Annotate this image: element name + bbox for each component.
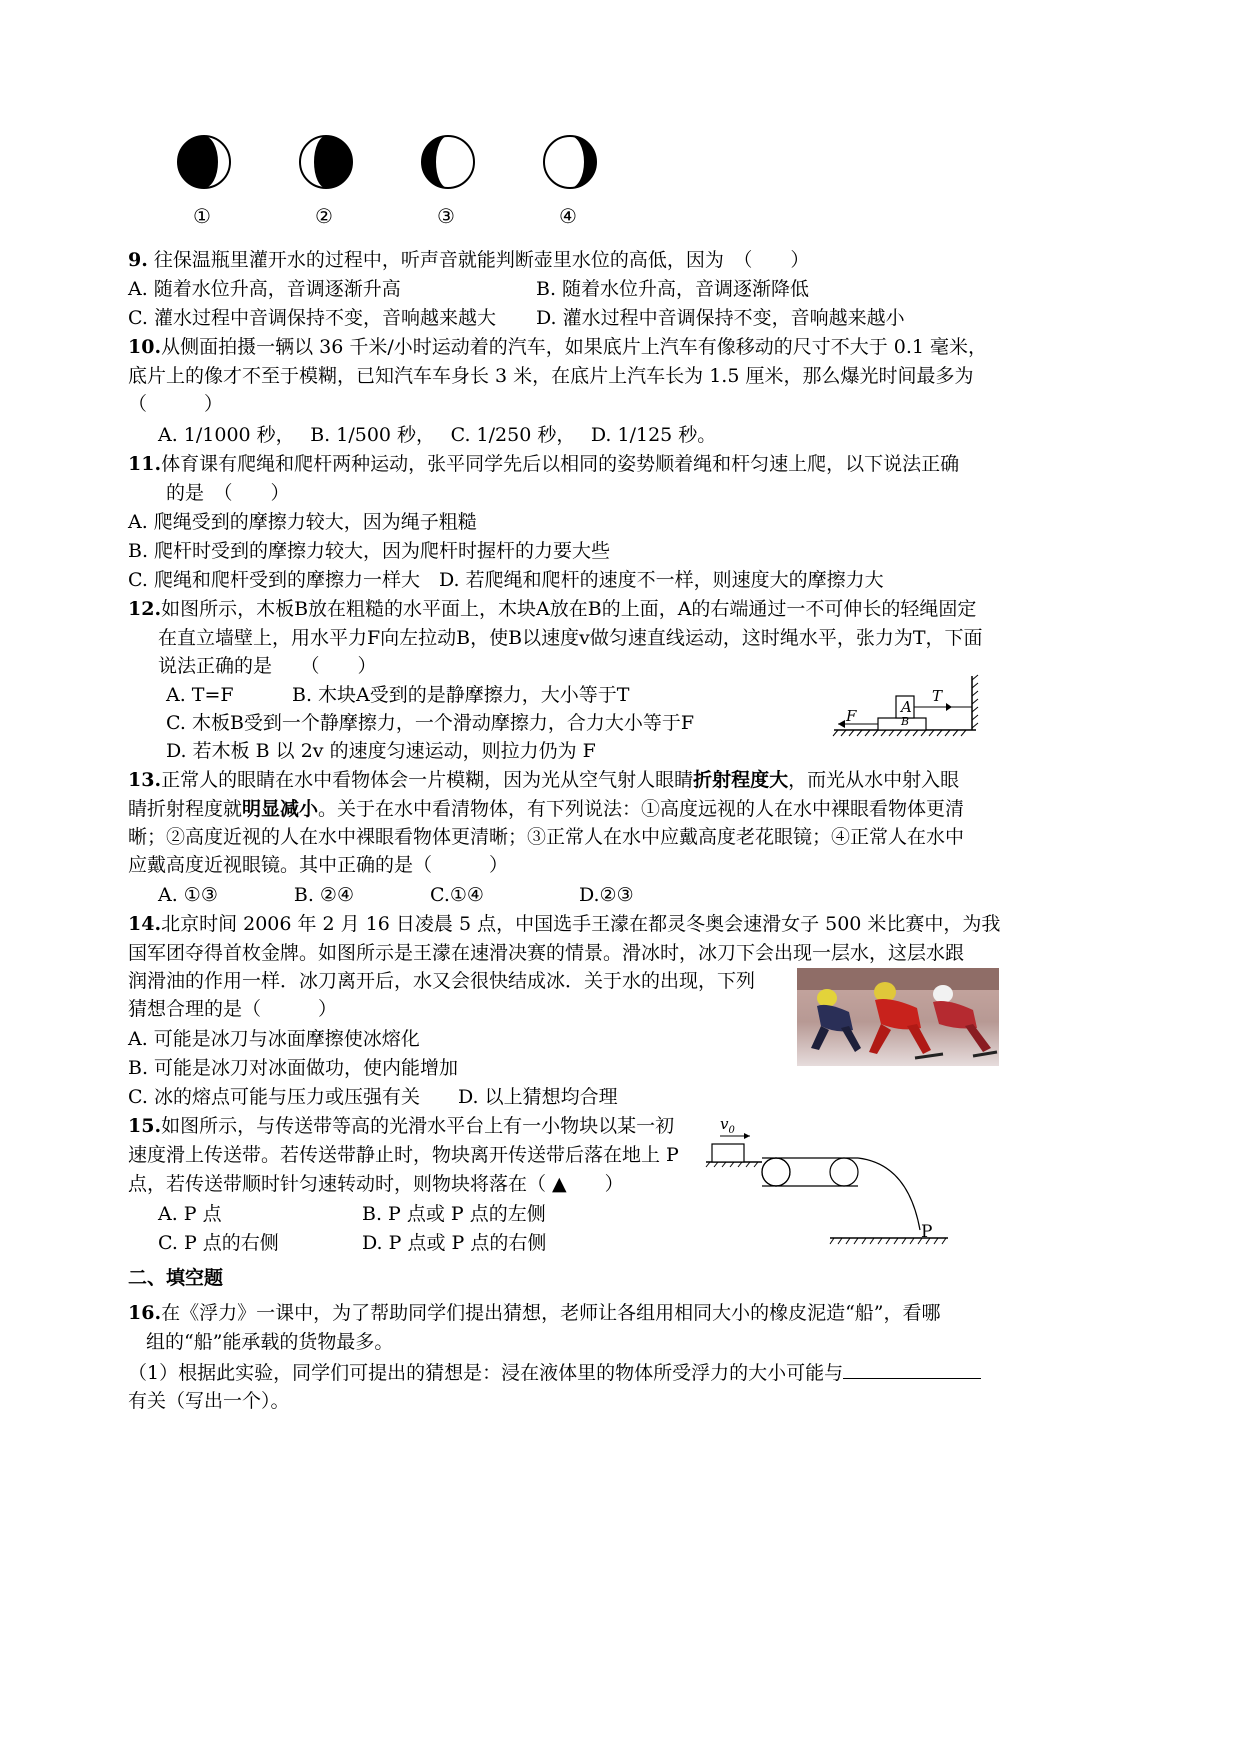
moon-label-4: ④ — [559, 204, 577, 228]
question-16-sub-1-end: 有关（写出一个）。 — [128, 1390, 290, 1412]
question-13-line-2 — [128, 797, 964, 821]
question-10-options: A. 1/1000 秒， B. 1/500 秒， C. 1/250 秒， D. 1/125 秒。 — [158, 424, 717, 446]
option-b: B. 木块A受到的是静摩擦力，大小等于T — [292, 684, 630, 706]
answer-blank[interactable] — [843, 1360, 981, 1379]
question-12-line-1 — [128, 597, 976, 621]
speed-skating-photo — [797, 968, 999, 1066]
option-b: B. 随着水位升高，音调逐渐降低 — [536, 278, 810, 300]
question-13-options: A. ①③ B. ②④ C.①④ D.②③ — [158, 884, 634, 906]
question-number: 15. — [128, 1115, 162, 1137]
question-14-line-3: 润滑油的作用一样．冰刀离开后，水又会很快结成冰．关于水的出现，下列 — [128, 970, 756, 992]
question-15-line-1 — [128, 1114, 674, 1138]
question-10-line-3: （ ） — [128, 393, 224, 415]
question-number: 11. — [128, 453, 162, 475]
option-a: A. 爬绳受到的摩擦力较大，因为绳子粗糙 — [128, 511, 477, 533]
question-number: 10. — [128, 336, 162, 358]
question-number: 9. — [128, 249, 148, 271]
question-10-line-1 — [128, 335, 987, 359]
conveyor-belt-figure — [700, 1120, 956, 1250]
velocity-label — [720, 1116, 735, 1139]
question-13-line-1 — [128, 768, 959, 792]
moon-label-1: ① — [193, 204, 211, 228]
option-c: C. P 点的右侧 — [158, 1232, 279, 1254]
question-text: 从侧面拍摄一辆以 36 千米/小时运动着的汽车，如果底片上汽车有像移动的尺寸不大于 0.1 毫米， — [161, 336, 988, 358]
question-text: 在《浮力》一课中，为了帮助同学们提出猜想，老师让各组用相同大小的橡皮泥造“船”，看哪 — [161, 1302, 941, 1324]
section-title: 二、填空题 — [128, 1267, 224, 1289]
question-text: 睛折射程度就 — [128, 798, 243, 820]
option-a: A. 随着水位升高，音调逐渐升高 — [128, 278, 401, 300]
option-a: A. 可能是冰刀与冰面摩擦使冰熔化 — [128, 1028, 420, 1050]
question-14-line-2: 国军团夺得首枚金牌。如图所示是王濛在速滑决赛的情景。滑冰时，冰刀下会出现一层水，这层水跟 — [128, 942, 965, 964]
moon-phase-1-icon — [176, 134, 232, 190]
option-a: A. T=F — [166, 684, 234, 706]
question-number: 16. — [128, 1302, 162, 1324]
option-c: C. 木板B受到一个静摩擦力，一个滑动摩擦力，合力大小等于F — [166, 712, 695, 734]
moon-phase-2-icon — [298, 134, 354, 190]
question-text: ，而光从水中射入眼 — [788, 769, 960, 791]
figure-label-a: A — [901, 698, 912, 716]
velocity-subscript: 0 — [728, 1125, 735, 1136]
option-c: C. 灌水过程中音调保持不变，音响越来越大 — [128, 307, 496, 329]
option-a: A. P 点 — [158, 1203, 222, 1225]
moon-phase-3-icon — [420, 134, 476, 190]
question-number: 13. — [128, 769, 162, 791]
option-d: D. 若木板 B 以 2v 的速度匀速运动，则拉力仍为 F — [166, 740, 596, 762]
question-14-line-4: 猜想合理的是（ ） — [128, 998, 338, 1020]
question-number: 12. — [128, 598, 162, 620]
question-text: 。关于在水中看清物体，有下列说法：①高度远视的人在水中裸眼看物体更清 — [318, 798, 965, 820]
option-d: D. P 点或 P 点的右侧 — [362, 1232, 547, 1254]
emphasis-text: 折射程度大 — [693, 769, 789, 791]
question-14-line-1 — [128, 912, 1000, 936]
question-text: 正常人的眼睛在水中看物体会一片模糊，因为光从空气射人眼睛 — [161, 769, 694, 791]
question-15-line-2: 速度滑上传送带。若传送带静止时，物块离开传送带后落在地上 P — [128, 1144, 679, 1166]
question-text: 往保温瓶里灌开水的过程中，听声音就能判断壶里水位的高低，因为 （ ） — [153, 249, 810, 271]
question-number: 14. — [128, 913, 162, 935]
question-16-sub-1 — [128, 1360, 981, 1385]
option-b: B. P 点或 P 点的左侧 — [362, 1203, 546, 1225]
question-15-line-3: 点，若传送带顺时针匀速转动时，则物块将落在（ ▲ ） — [128, 1173, 624, 1195]
moon-phase-4-icon — [542, 134, 598, 190]
question-11-line-1 — [128, 452, 959, 476]
figure-label-t: T — [932, 687, 943, 705]
moon-label-3: ③ — [437, 204, 455, 228]
question-text: 如图所示，与传送带等高的光滑水平台上有一小物块以某一初 — [161, 1115, 675, 1137]
figure-label-b: B — [901, 715, 910, 728]
question-9-stem — [128, 248, 809, 272]
question-text: 体育课有爬绳和爬杆两种运动，张平同学先后以相同的姿势顺着绳和杆匀速上爬，以下说法正确 — [161, 453, 960, 475]
question-12-line-2: 在直立墙壁上，用水平力F向左拉动B，使B以速度v做匀速直线运动，这时绳水平，张力为T，下面 — [158, 627, 983, 649]
emphasis-text: 明显减小 — [242, 798, 319, 820]
question-13-line-4: 应戴高度近视眼镜。其中正确的是（ ） — [128, 854, 509, 876]
option-b: B. 爬杆时受到的摩擦力较大，因为爬杆时握杆的力要大些 — [128, 540, 611, 562]
question-10-line-2: 底片上的像才不至于模糊，已知汽车车身长 3 米，在底片上汽车长为 1.5 厘米，那么爆光时间最多为 — [128, 365, 974, 387]
figure-label-f: F — [846, 707, 857, 725]
landing-point-label: P — [921, 1222, 933, 1242]
option-b: B. 可能是冰刀对冰面做功，使内能增加 — [128, 1057, 459, 1079]
option-c-d: C. 冰的熔点可能与压力或压强有关 D. 以上猜想均合理 — [128, 1086, 618, 1108]
question-11-line-2: 的是 （ ） — [166, 482, 290, 504]
moon-label-2: ② — [315, 204, 333, 228]
question-text: 如图所示，木板B放在粗糙的水平面上，木块A放在B的上面，A的右端通过一不可伸长的轻绳固定 — [161, 598, 977, 620]
question-16-line-2: 组的“船”能承载的货物最多。 — [146, 1331, 394, 1353]
question-text: （1）根据此实验，同学们可提出的猜想是：浸在液体里的物体所受浮力的大小可能与 — [128, 1362, 844, 1384]
question-text: 北京时间 2006 年 2 月 16 日凌晨 5 点，中国选手王濛在都灵冬奥会速滑女子 500 米比赛中，为我 — [161, 913, 1001, 935]
question-13-line-3: 晰；②高度近视的人在水中裸眼看物体更清晰；③正常人在水中应戴高度老花眼镜；④正常人在水中 — [128, 826, 965, 848]
option-d: D. 灌水过程中音调保持不变，音响越来越小 — [536, 307, 905, 329]
velocity-symbol: v — [720, 1115, 729, 1133]
question-12-line-3: 说法正确的是 （ ） — [158, 655, 377, 677]
option-c-d: C. 爬绳和爬杆受到的摩擦力一样大 D. 若爬绳和爬杆的速度不一样，则速度大的摩擦力大 — [128, 569, 884, 591]
question-16-line-1 — [128, 1301, 941, 1325]
